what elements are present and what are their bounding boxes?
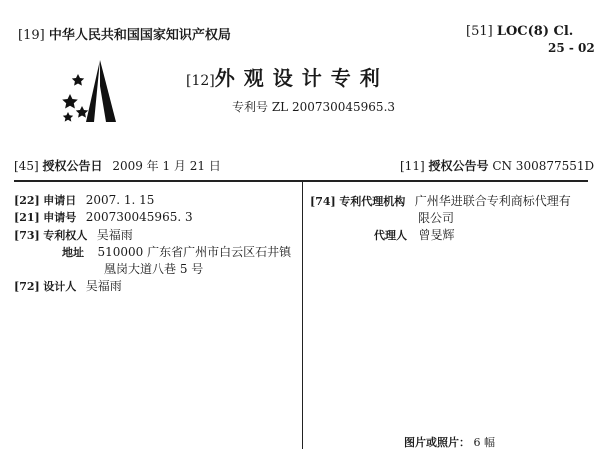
patent-number-label: 专利号 ZL (232, 100, 289, 114)
figures-value: 6 幅 (473, 436, 495, 449)
agency-value-line-2: 限公司 (418, 211, 455, 225)
application-date-row (14, 192, 154, 208)
figures-count (404, 434, 495, 450)
address-line-2: 凰岗大道八巷 5 号 (104, 262, 204, 276)
agent-label: 代理人 (374, 229, 407, 242)
grant-number-label: 授权公告号 (428, 159, 489, 173)
loc-label: LOC(8) Cl. (496, 24, 574, 39)
designer-code: [72] (14, 280, 40, 293)
grant-number-row (400, 157, 594, 174)
title-code: [12] (186, 73, 215, 89)
document-title (186, 62, 389, 91)
application-number-label: 申请号 (43, 211, 77, 224)
grant-date-row (14, 157, 221, 174)
grant-date-value: 2009 年 1 月 21 日 (112, 159, 221, 173)
address-label: 地址 (62, 246, 84, 259)
patentee-code: [73] (14, 229, 40, 242)
agency-row (310, 192, 571, 209)
designer-value: 吴福雨 (85, 279, 122, 293)
application-date-code: [22] (14, 194, 40, 207)
grant-date-label: 授权公告日 (42, 159, 103, 173)
patentee-label: 专利权人 (43, 229, 88, 242)
designer-label: 设计人 (43, 280, 77, 293)
application-date-value: 2007. 1. 15 (85, 193, 155, 207)
application-date-label: 申请日 (43, 194, 77, 207)
application-number-row (14, 209, 193, 225)
grant-number-value: CN 300877551D (492, 159, 595, 173)
patent-number (232, 98, 395, 115)
patentee-row (14, 226, 133, 243)
loc-code: [51] (466, 24, 493, 39)
agent-value: 曾旻辉 (418, 228, 455, 242)
title-text: 外观设计专利 (214, 66, 389, 90)
issuer-name: 中华人民共和国国家知识产权局 (48, 28, 231, 43)
designer-row (14, 277, 122, 294)
horizontal-rule (14, 180, 588, 182)
patent-number-value: 200730045965.3 (291, 100, 396, 114)
application-number-value: 200730045965. 3 (85, 210, 193, 224)
address-line-1: 510000 广东省广州市白云区石井镇 (97, 245, 292, 259)
agency-code: [74] (310, 195, 336, 208)
issuer-line (18, 24, 231, 43)
grant-number-code: [11] (400, 159, 425, 173)
grant-date-code: [45] (14, 159, 39, 173)
loc-value: 25 - 02 (548, 41, 595, 55)
cnipa-emblem-icon (60, 58, 140, 126)
issuer-code: [19] (18, 28, 45, 43)
loc-classification (466, 24, 573, 39)
patentee-value: 吴福雨 (96, 228, 133, 242)
application-number-code: [21] (14, 211, 40, 224)
column-divider (302, 181, 303, 449)
address-row (62, 243, 291, 260)
agent-row (374, 226, 455, 243)
figures-label: 图片或照片： (404, 436, 470, 449)
agency-value-line-1: 广州华进联合专利商标代理有 (414, 194, 571, 208)
agency-label: 专利代理机构 (339, 195, 406, 208)
